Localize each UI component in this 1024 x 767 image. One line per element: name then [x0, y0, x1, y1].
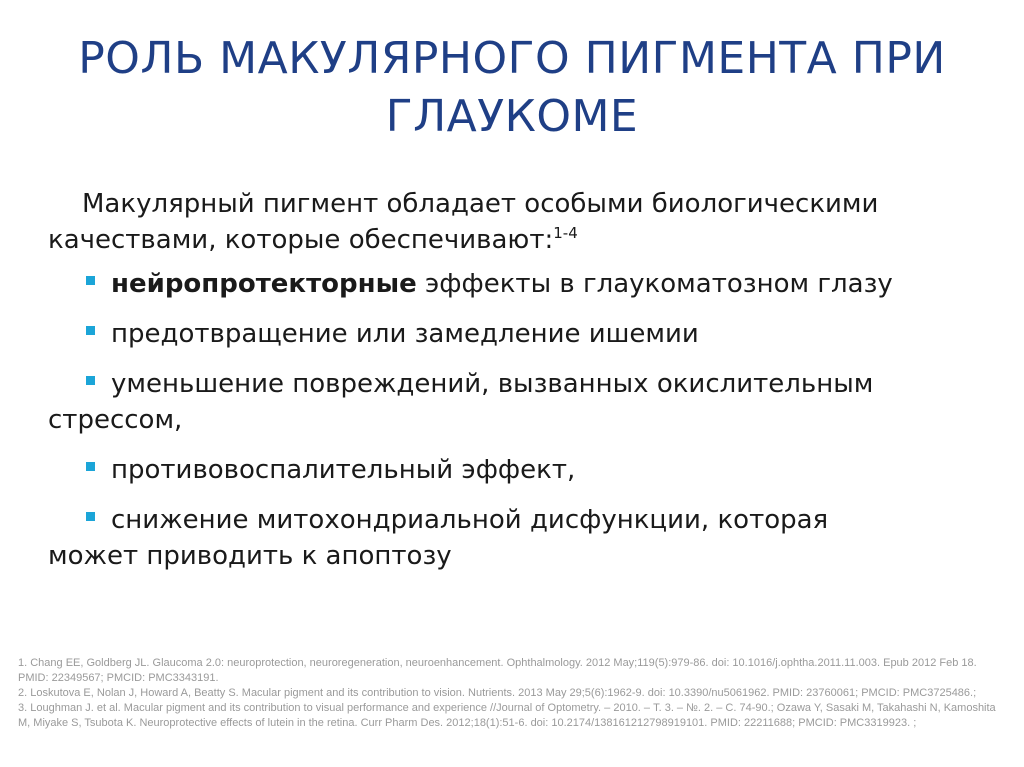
- bullet-continuation: может приводить к апоптозу: [48, 541, 452, 571]
- square-bullet-icon: [86, 326, 95, 335]
- square-bullet-icon: [86, 276, 95, 285]
- references: [18, 656, 1008, 731]
- intro-line-1: Макулярный пигмент обладает особыми биологическими: [82, 189, 879, 219]
- title-line-1: РОЛЬ МАКУЛЯРНОГО ПИГМЕНТА ПРИ: [78, 33, 946, 84]
- reference-item: 1. Chang EE, Goldberg JL. Glaucoma 2.0: neuroprotection, neuroregeneration, neuroenhancement. Ophthalmology. 2012 May;119(5):979-86. doi: 10.1016/j.ophtha.2011.11.003. Epub 2012 Feb 18. PMID: 22349567; PMCID: PMC3343191.: [18, 657, 977, 684]
- bullet-item: [48, 366, 948, 438]
- bullet-bold-text: нейропротекторные: [111, 269, 417, 299]
- square-bullet-icon: [86, 512, 95, 521]
- slide-body: [48, 186, 948, 588]
- reference-item: 3. Loughman J. et al. Macular pigment and its contribution to visual performance and experience //Journal of Optometry. – 2010. – Т. 3. – №. 2. – С. 74-90.; Ozawa Y, Sasaki M, Takahashi N, Kamoshita M, Miyake S, Tsubota K. Neuroprotective effects of lutein in the retina. Curr Pharm Des. 2012;18(1):51-6. doi: 10.2174/138161212798919101. PMID: 22211688; PMCID: PMC3319923. ;: [18, 702, 996, 729]
- intro-line-2: качествами, которые обеспечивают:: [48, 225, 554, 255]
- bullet-text: предотвращение или замедление ишемии: [111, 319, 699, 349]
- slide-title: [0, 30, 1024, 146]
- intro-paragraph: [48, 186, 948, 258]
- reference-item: 2. Loskutova E, Nolan J, Howard A, Beatty S. Macular pigment and its contribution to vision. Nutrients. 2013 May 29;5(6):1962-9. doi: 10.3390/nu5061962. PMID: 23760061; PMCID: PMC3725486.;: [18, 687, 977, 699]
- intro-citation: 1-4: [553, 224, 578, 242]
- bullet-continuation: стрессом,: [48, 405, 183, 435]
- bullet-item: [86, 266, 948, 302]
- title-line-2: ГЛАУКОМЕ: [385, 91, 639, 142]
- bullet-text: эффекты в глаукоматозном глазу: [416, 269, 893, 299]
- bullet-item: [86, 316, 948, 352]
- bullet-item: [86, 452, 948, 488]
- square-bullet-icon: [86, 462, 95, 471]
- bullet-item: [48, 502, 948, 574]
- bullet-list: [48, 266, 948, 574]
- bullet-text: снижение митохондриальной дисфункции, которая: [111, 505, 829, 535]
- bullet-text: противовоспалительный эффект,: [111, 455, 576, 485]
- square-bullet-icon: [86, 376, 95, 385]
- bullet-text: уменьшение повреждений, вызванных окислительным: [111, 369, 874, 399]
